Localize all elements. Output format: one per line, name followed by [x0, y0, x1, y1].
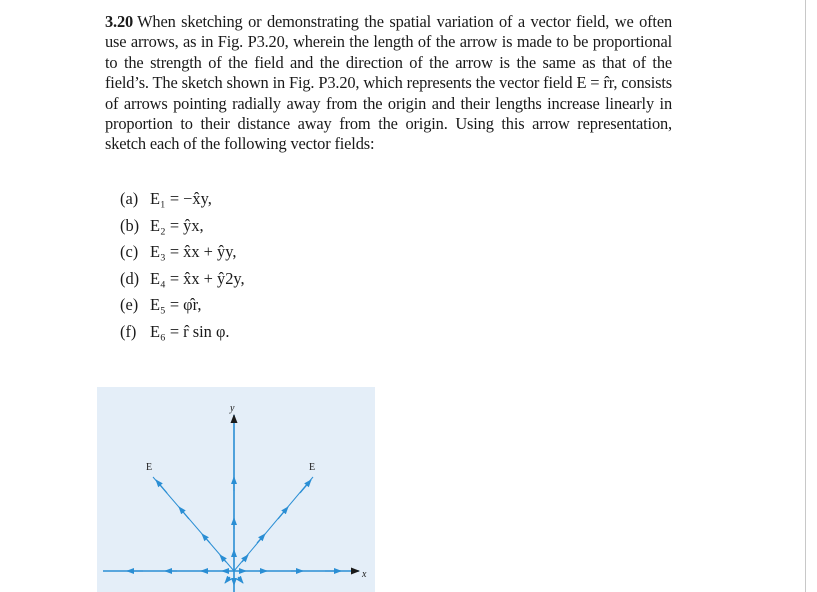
field-label-right: E	[309, 462, 316, 473]
parts-list	[120, 186, 245, 346]
part-c	[120, 239, 245, 266]
x-axis-label: x	[362, 569, 367, 580]
part-expression: E₂ = ŷx,	[150, 215, 204, 235]
field-arrow	[238, 577, 243, 583]
part-expression: E₄ = x̂x + ŷ2y,	[150, 268, 245, 288]
part-b	[120, 213, 245, 240]
part-f	[120, 319, 245, 346]
field-arrow	[179, 507, 189, 519]
part-label: (b)	[120, 215, 140, 235]
y-axis-label: y	[230, 403, 235, 414]
part-expression: E₅ = φ̂r,	[150, 295, 202, 315]
part-d	[120, 266, 245, 293]
part-label: (e)	[120, 295, 139, 315]
figure-p3-20	[97, 387, 375, 592]
problem-text: When sketching or demonstrating the spatial variation of a vector field, we often use arrows, as in Fig. P3.20, wherein the length of the arrow is made to be proportional to the strength of the field and the direction of the arrow is the same as that of the field’s. The sketch shown in Fig. P3.20, which represents the vector field E = r̂r, consists of arrows pointing radially away from the origin and their lengths increase linearly in proportion to their distance away from the origin. Using this arrow representation, sketch each of the following vector fields:	[105, 12, 672, 154]
field-arrow	[257, 534, 265, 543]
field-arrow	[225, 577, 230, 583]
part-label: (c)	[120, 242, 139, 262]
page-border	[805, 0, 806, 592]
part-expression: E₆ = r̂ sin φ.	[150, 321, 230, 341]
field-arrow	[220, 555, 226, 562]
part-expression: E₃ = x̂x + ŷy,	[150, 242, 237, 262]
part-label: (d)	[120, 268, 140, 288]
field-label-left: E	[146, 462, 153, 473]
part-a	[120, 186, 245, 213]
part-label: (f)	[120, 321, 137, 341]
part-expression: E₁ = −x̂y,	[150, 189, 212, 208]
field-arrow	[278, 507, 288, 519]
part-label: (a)	[120, 189, 139, 208]
problem-statement	[105, 12, 672, 155]
field-arrow	[156, 480, 167, 493]
field-arrow	[202, 534, 210, 543]
vector-field-diagram	[97, 387, 375, 592]
part-e	[120, 292, 245, 319]
field-arrow	[300, 480, 311, 493]
field-arrow	[242, 555, 248, 562]
problem-number: 3.20	[105, 12, 134, 31]
